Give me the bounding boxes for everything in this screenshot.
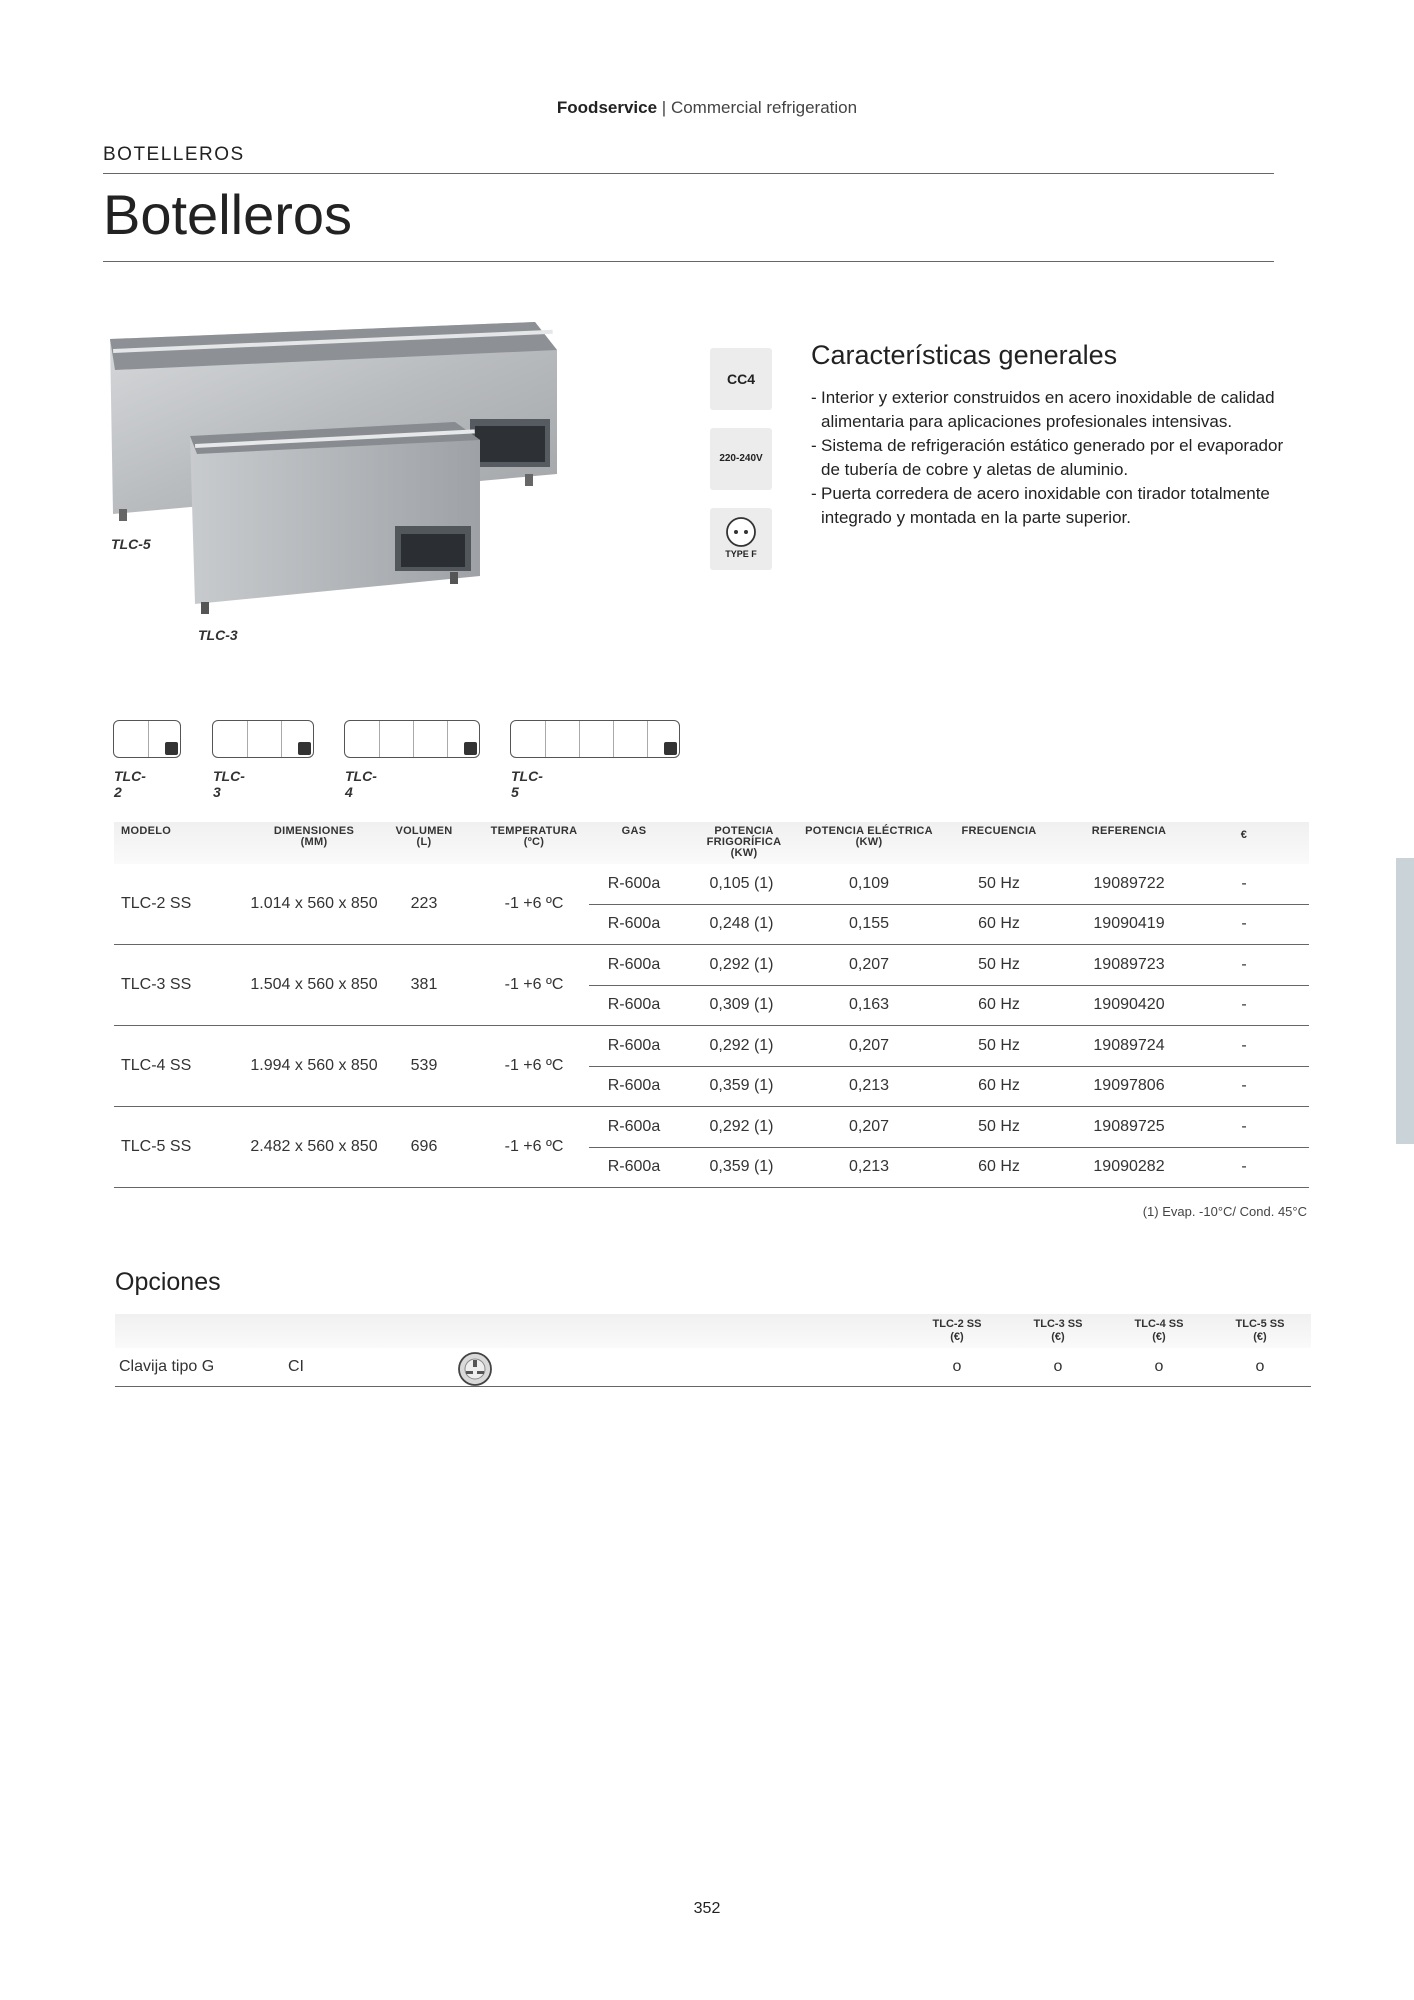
cell-potencia-frigorifica: 0,292 (1) bbox=[709, 956, 774, 973]
cell-volumen: 223 bbox=[410, 895, 438, 912]
option-name: Clavija tipo G bbox=[119, 1358, 215, 1375]
spec-group-row bbox=[114, 1026, 1309, 1107]
feature-item: - Puerta corredera de acero inoxidable con tirador totalmente integrado y montada en la parte superior. bbox=[811, 482, 1291, 530]
page-number: 352 bbox=[693, 1900, 721, 1917]
cell-precio: - bbox=[1241, 996, 1247, 1013]
table-footnote: (1) Evap. -10°C/ Cond. 45°C bbox=[1142, 1204, 1307, 1219]
opt-th-unit: (€) bbox=[1253, 1331, 1267, 1343]
cell-gas: R-600a bbox=[607, 1037, 661, 1054]
opt-th-tlc-5 bbox=[1220, 1318, 1300, 1344]
th-pf-2: FRIGORÍFICA bbox=[706, 836, 782, 848]
page-title: Botelleros bbox=[103, 183, 353, 246]
layout-icon-tlc-4 bbox=[344, 720, 480, 758]
layout-label-tlc-3: TLC-3 bbox=[213, 768, 245, 800]
cell-frecuencia: 60 Hz bbox=[978, 996, 1020, 1013]
cell-precio: - bbox=[1241, 956, 1247, 973]
cell-gas: R-600a bbox=[607, 956, 661, 973]
cell-temperatura: -1 +6 ºC bbox=[504, 895, 564, 912]
cell-gas: R-600a bbox=[607, 915, 661, 932]
cell-precio: - bbox=[1241, 875, 1247, 892]
th-frecuencia: FRECUENCIA bbox=[961, 825, 1037, 837]
th-pe-2: (KW) bbox=[855, 836, 883, 848]
spec-sub-row bbox=[589, 904, 1309, 944]
cell-potencia-frigorifica: 0,359 (1) bbox=[709, 1158, 774, 1175]
photo-label-tlc-3: TLC-3 bbox=[198, 627, 238, 643]
cell-precio: - bbox=[1241, 1037, 1247, 1054]
header-separator: | bbox=[661, 98, 667, 117]
layout-icon-tlc-5 bbox=[510, 720, 680, 758]
th-referencia: REFERENCIA bbox=[1091, 825, 1167, 837]
cell-volumen: 696 bbox=[410, 1138, 438, 1155]
cell-precio: - bbox=[1241, 1158, 1247, 1175]
th-pf-1: POTENCIA bbox=[714, 825, 774, 837]
cell-potencia-frigorifica: 0,359 (1) bbox=[709, 1077, 774, 1094]
option-value-tlc-3: o bbox=[1053, 1358, 1063, 1375]
running-header bbox=[0, 98, 1414, 118]
cell-referencia: 19089724 bbox=[1093, 1037, 1165, 1054]
cell-dimensiones: 1.014 x 560 x 850 bbox=[250, 895, 378, 912]
cell-frecuencia: 50 Hz bbox=[978, 1037, 1020, 1054]
th-dimensiones-label: DIMENSIONES bbox=[273, 825, 355, 837]
title-bottom-rule bbox=[103, 261, 1274, 262]
opt-th-model: TLC-2 SS bbox=[932, 1318, 982, 1330]
cell-gas: R-600a bbox=[607, 1118, 661, 1135]
cell-frecuencia: 60 Hz bbox=[978, 1158, 1020, 1175]
spec-sub-row bbox=[589, 945, 1309, 986]
cell-dimensiones: 2.482 x 560 x 850 bbox=[250, 1138, 378, 1155]
cell-gas: R-600a bbox=[607, 1158, 661, 1175]
cell-referencia: 19089725 bbox=[1093, 1118, 1165, 1135]
badge-plug-type bbox=[710, 508, 772, 570]
badge-plug-label: TYPE F bbox=[725, 549, 757, 559]
cell-modelo: TLC-5 SS bbox=[121, 1138, 192, 1155]
cell-modelo: TLC-3 SS bbox=[121, 976, 192, 993]
th-temperatura-unit: (ºC) bbox=[523, 836, 545, 848]
feature-item: - Sistema de refrigeración estático generado por el evaporador de tubería de cobre y aletas de aluminio. bbox=[811, 434, 1291, 482]
cell-referencia: 19097806 bbox=[1093, 1077, 1165, 1094]
cell-temperatura: -1 +6 ºC bbox=[504, 1057, 564, 1074]
cell-potencia-frigorifica: 0,248 (1) bbox=[709, 915, 774, 932]
badge-voltage: 220-240V bbox=[710, 428, 772, 490]
header-brand: Foodservice bbox=[556, 98, 658, 117]
cell-potencia-electrica: 0,207 bbox=[848, 1118, 890, 1135]
cell-potencia-electrica: 0,207 bbox=[848, 956, 890, 973]
socket-type-f-icon bbox=[725, 516, 757, 548]
layout-icon-tlc-3 bbox=[212, 720, 314, 758]
cell-potencia-electrica: 0,213 bbox=[848, 1077, 890, 1094]
cell-modelo: TLC-2 SS bbox=[121, 895, 192, 912]
th-volumen-unit: (L) bbox=[416, 836, 432, 848]
cell-precio: - bbox=[1241, 1118, 1247, 1135]
spec-group-row bbox=[114, 864, 1309, 945]
option-value-tlc-4: o bbox=[1154, 1358, 1164, 1375]
layout-icon-tlc-2 bbox=[113, 720, 181, 758]
option-value-tlc-5: o bbox=[1255, 1358, 1265, 1375]
options-table bbox=[115, 1314, 1311, 1387]
cell-precio: - bbox=[1241, 915, 1247, 932]
opt-th-model: TLC-5 SS bbox=[1235, 1318, 1285, 1330]
options-title: Opciones bbox=[115, 1268, 221, 1296]
cell-referencia: 19090419 bbox=[1093, 915, 1165, 932]
spec-sub-row bbox=[589, 1147, 1309, 1187]
layout-label-tlc-4: TLC-4 bbox=[345, 768, 377, 800]
plug-type-g-icon bbox=[457, 1351, 493, 1387]
opt-th-tlc-2 bbox=[917, 1318, 997, 1344]
cell-potencia-electrica: 0,213 bbox=[848, 1158, 890, 1175]
opt-th-unit: (€) bbox=[950, 1331, 964, 1343]
feature-item: - Interior y exterior construidos en acero inoxidable de calidad alimentaria para aplicaciones profesionales intensivas. bbox=[811, 386, 1291, 434]
product-photo bbox=[105, 314, 570, 614]
th-volumen bbox=[384, 826, 464, 848]
th-pe-1: POTENCIA ELÉCTRICA bbox=[805, 825, 933, 837]
option-value-tlc-2: o bbox=[952, 1358, 962, 1375]
opt-th-model: TLC-4 SS bbox=[1134, 1318, 1184, 1330]
section-side-tab bbox=[1396, 858, 1414, 1144]
spec-sub-row bbox=[589, 864, 1309, 905]
section-tag: BOTELLEROS bbox=[103, 144, 245, 165]
cell-gas: R-600a bbox=[607, 875, 661, 892]
option-row bbox=[115, 1348, 1311, 1387]
title-top-rule bbox=[103, 173, 1274, 174]
cell-potencia-electrica: 0,163 bbox=[848, 996, 890, 1013]
badge-cc4: CC4 bbox=[710, 348, 772, 410]
cell-frecuencia: 50 Hz bbox=[978, 956, 1020, 973]
cell-potencia-frigorifica: 0,105 (1) bbox=[709, 875, 774, 892]
th-pf-3: (KW) bbox=[730, 847, 758, 859]
th-modelo: MODELO bbox=[121, 825, 172, 837]
cell-referencia: 19089723 bbox=[1093, 956, 1165, 973]
features-title: Características generales bbox=[811, 340, 1118, 370]
spec-sub-row bbox=[589, 1107, 1309, 1148]
spec-group-row bbox=[114, 945, 1309, 1026]
th-dimensiones bbox=[244, 826, 384, 848]
opt-th-unit: (€) bbox=[1152, 1331, 1166, 1343]
cell-potencia-frigorifica: 0,292 (1) bbox=[709, 1118, 774, 1135]
opt-th-tlc-4 bbox=[1119, 1318, 1199, 1344]
th-temperatura bbox=[474, 826, 594, 848]
layout-label-tlc-5: TLC-5 bbox=[511, 768, 543, 800]
th-potencia-electrica bbox=[799, 826, 939, 848]
features-list bbox=[811, 386, 1291, 530]
th-precio: € bbox=[1240, 829, 1248, 841]
spec-sub-row bbox=[589, 1026, 1309, 1067]
option-code: CI bbox=[288, 1358, 304, 1375]
cell-modelo: TLC-4 SS bbox=[121, 1057, 192, 1074]
header-category: Commercial refrigeration bbox=[670, 98, 858, 117]
cell-frecuencia: 50 Hz bbox=[978, 1118, 1020, 1135]
cell-volumen: 381 bbox=[410, 976, 438, 993]
th-temperatura-label: TEMPERATURA bbox=[490, 825, 578, 837]
spec-group-row bbox=[114, 1107, 1309, 1188]
cell-frecuencia: 50 Hz bbox=[978, 875, 1020, 892]
spec-sub-row bbox=[589, 1066, 1309, 1106]
options-header bbox=[115, 1314, 1311, 1348]
cell-potencia-electrica: 0,207 bbox=[848, 1037, 890, 1054]
cell-potencia-frigorifica: 0,309 (1) bbox=[709, 996, 774, 1013]
cell-volumen: 539 bbox=[410, 1057, 438, 1074]
cell-dimensiones: 1.994 x 560 x 850 bbox=[250, 1057, 378, 1074]
specs-table-header bbox=[114, 822, 1309, 864]
th-potencia-frigorifica bbox=[694, 826, 794, 859]
th-dimensiones-unit: (MM) bbox=[300, 836, 328, 848]
th-gas: GAS bbox=[621, 825, 647, 837]
photo-label-tlc-5: TLC-5 bbox=[111, 536, 151, 552]
cell-temperatura: -1 +6 ºC bbox=[504, 1138, 564, 1155]
cell-temperatura: -1 +6 ºC bbox=[504, 976, 564, 993]
spec-sub-row bbox=[589, 985, 1309, 1025]
th-volumen-label: VOLUMEN bbox=[395, 825, 453, 837]
cell-potencia-electrica: 0,155 bbox=[848, 915, 890, 932]
opt-th-tlc-3 bbox=[1018, 1318, 1098, 1344]
cell-gas: R-600a bbox=[607, 996, 661, 1013]
cell-frecuencia: 60 Hz bbox=[978, 1077, 1020, 1094]
cell-referencia: 19089722 bbox=[1093, 875, 1165, 892]
cell-potencia-frigorifica: 0,292 (1) bbox=[709, 1037, 774, 1054]
cell-precio: - bbox=[1241, 1077, 1247, 1094]
layout-label-tlc-2: TLC-2 bbox=[114, 768, 146, 800]
cell-referencia: 19090282 bbox=[1093, 1158, 1165, 1175]
cell-gas: R-600a bbox=[607, 1077, 661, 1094]
cell-dimensiones: 1.504 x 560 x 850 bbox=[250, 976, 378, 993]
cell-potencia-electrica: 0,109 bbox=[848, 875, 890, 892]
cell-referencia: 19090420 bbox=[1093, 996, 1165, 1013]
cell-frecuencia: 60 Hz bbox=[978, 915, 1020, 932]
opt-th-unit: (€) bbox=[1051, 1331, 1065, 1343]
specs-table bbox=[114, 822, 1309, 1188]
opt-th-model: TLC-3 SS bbox=[1033, 1318, 1083, 1330]
